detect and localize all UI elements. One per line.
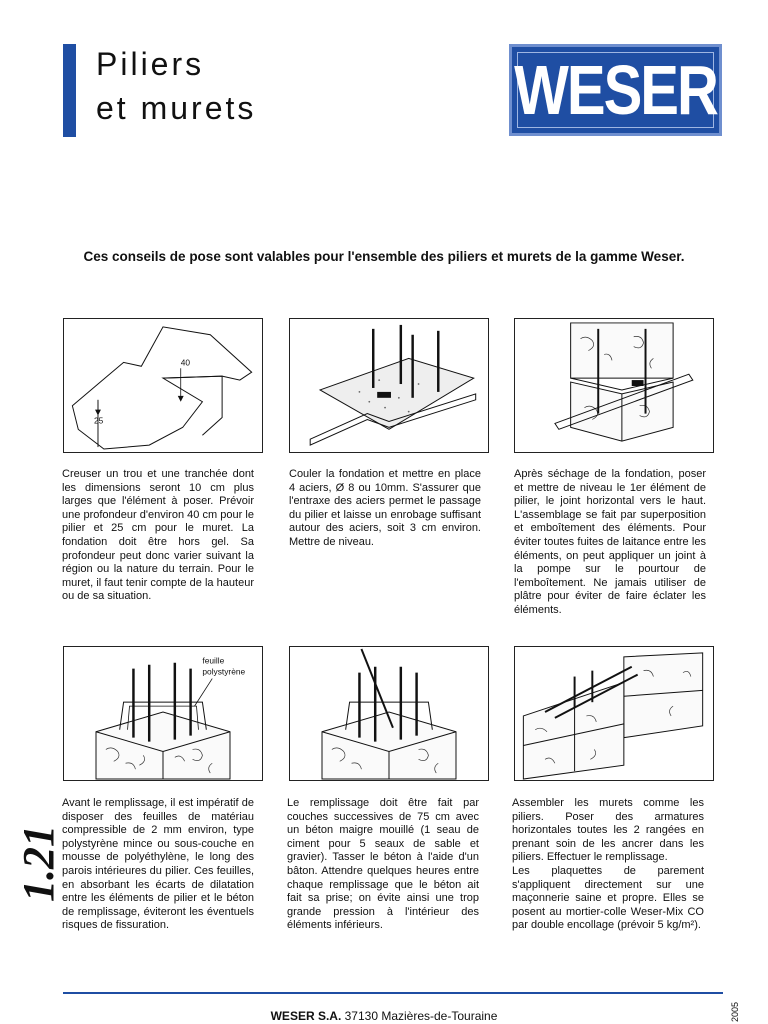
step-6-paragraph-2: Les plaquettes de parement s'appliquent directement sur une maçonnerie saine et propre. Elles se posent au mortier-colle Weser-Mix CO par double encollage (prévoir 5 kg/m²). <box>512 864 704 932</box>
page-number-text: 1.21 <box>14 825 63 902</box>
label-feuille: feuille <box>202 655 225 666</box>
side-year: 2005 <box>730 1001 740 1022</box>
figure-wall-assembly <box>514 646 714 781</box>
step-5-text: Le remplissage doit être fait par couches successives de 75 cm avec un béton maigre mouillé (1 seau de ciment pour 5 seaux de sable et gravier). Tasser le béton à l'aide d'un bâton. Attendre quelques heures entre chaque remplissage que le béton ait fait sa prise; on évite ainsi une trop grande pression à l'intérieur des éléments inférieurs. <box>287 797 479 932</box>
logo-text: WESER <box>514 51 717 129</box>
intro-text: Ces conseils de pose sont valables pour l'ensemble des piliers et murets de la gamme Weser. <box>83 249 685 264</box>
step-2-text: Couler la fondation et mettre en place 4 aciers, Ø 8 ou 10mm. S'assurer que l'entraxe des aciers permet le passage du pilier et laisse un enrobage suffisant autour des aciers, soit 3 cm environ. Mettre de niveau. <box>289 468 481 548</box>
footer-address: 37130 Mazières-de-Touraine <box>341 1009 498 1023</box>
step-6-paragraph-1: Assembler les murets comme les piliers. Poser des armatures horizontales toutes les 2 rangées en prenant soin de les ancrer dans les piliers. Effectuer le remplissage. <box>512 797 704 864</box>
figure-filling <box>289 646 489 781</box>
footer-company: WESER S.A. <box>270 1009 342 1023</box>
step-4-text: Avant le remplissage, il est impératif de disposer des feuilles de matériau compressible de 2 mm environ, type polystyrène mince ou sous-couche en mousse de polyéthylène, le long des parois intérieures du pilier. Ces feuilles, en absorbant les écarts de dilatation entre les éléments de pilier et le béton de remplissage, éviteront les éventuels risques de fissuration. <box>62 797 254 932</box>
figure-first-element <box>514 318 714 453</box>
figure-excavation <box>63 318 263 453</box>
label-polystyrene: polystyrène <box>202 666 246 677</box>
page-title <box>96 42 256 130</box>
step-3-text: Après séchage de la fondation, poser et mettre de niveau le 1er élément de pilier, le joint horizontal vers le haut. L'assemblage se fait par superposition et emboîtement des éléments. Pour éviter toutes fuites de laitance entre les éléments, on peut appliquer un joint à la pompe sur le pourtour de l'emboîtement. Ne jamais utiliser de plâtre pour éviter de faire éclater les éléments. <box>514 468 706 616</box>
page-number <box>14 825 63 902</box>
figure-polystyrene-sheet <box>63 646 263 781</box>
figure-foundation <box>289 318 489 453</box>
title-accent-bar <box>63 44 76 137</box>
title-line-2: et murets <box>96 90 257 126</box>
footer <box>0 1009 768 1023</box>
title-line-1: Piliers <box>96 46 205 82</box>
label-40: 40 <box>180 357 191 368</box>
weser-logo <box>509 44 722 136</box>
step-6-text <box>512 797 704 933</box>
footer-rule <box>63 992 723 994</box>
step-1-text: Creuser un trou et une tranchée dont les dimensions seront 10 cm plus larges que l'élément à poser. Prévoir une profondeur d'environ 40 cm pour le pilier et 25 cm pour le muret. La fondation doit être hors gel. Sa profondeur peut donc varier suivant la région ou la nature du terrain. Pour le muret, il faut tenir compte de la hauteur ou de sa situation. <box>62 468 254 603</box>
label-25: 25 <box>94 415 104 426</box>
